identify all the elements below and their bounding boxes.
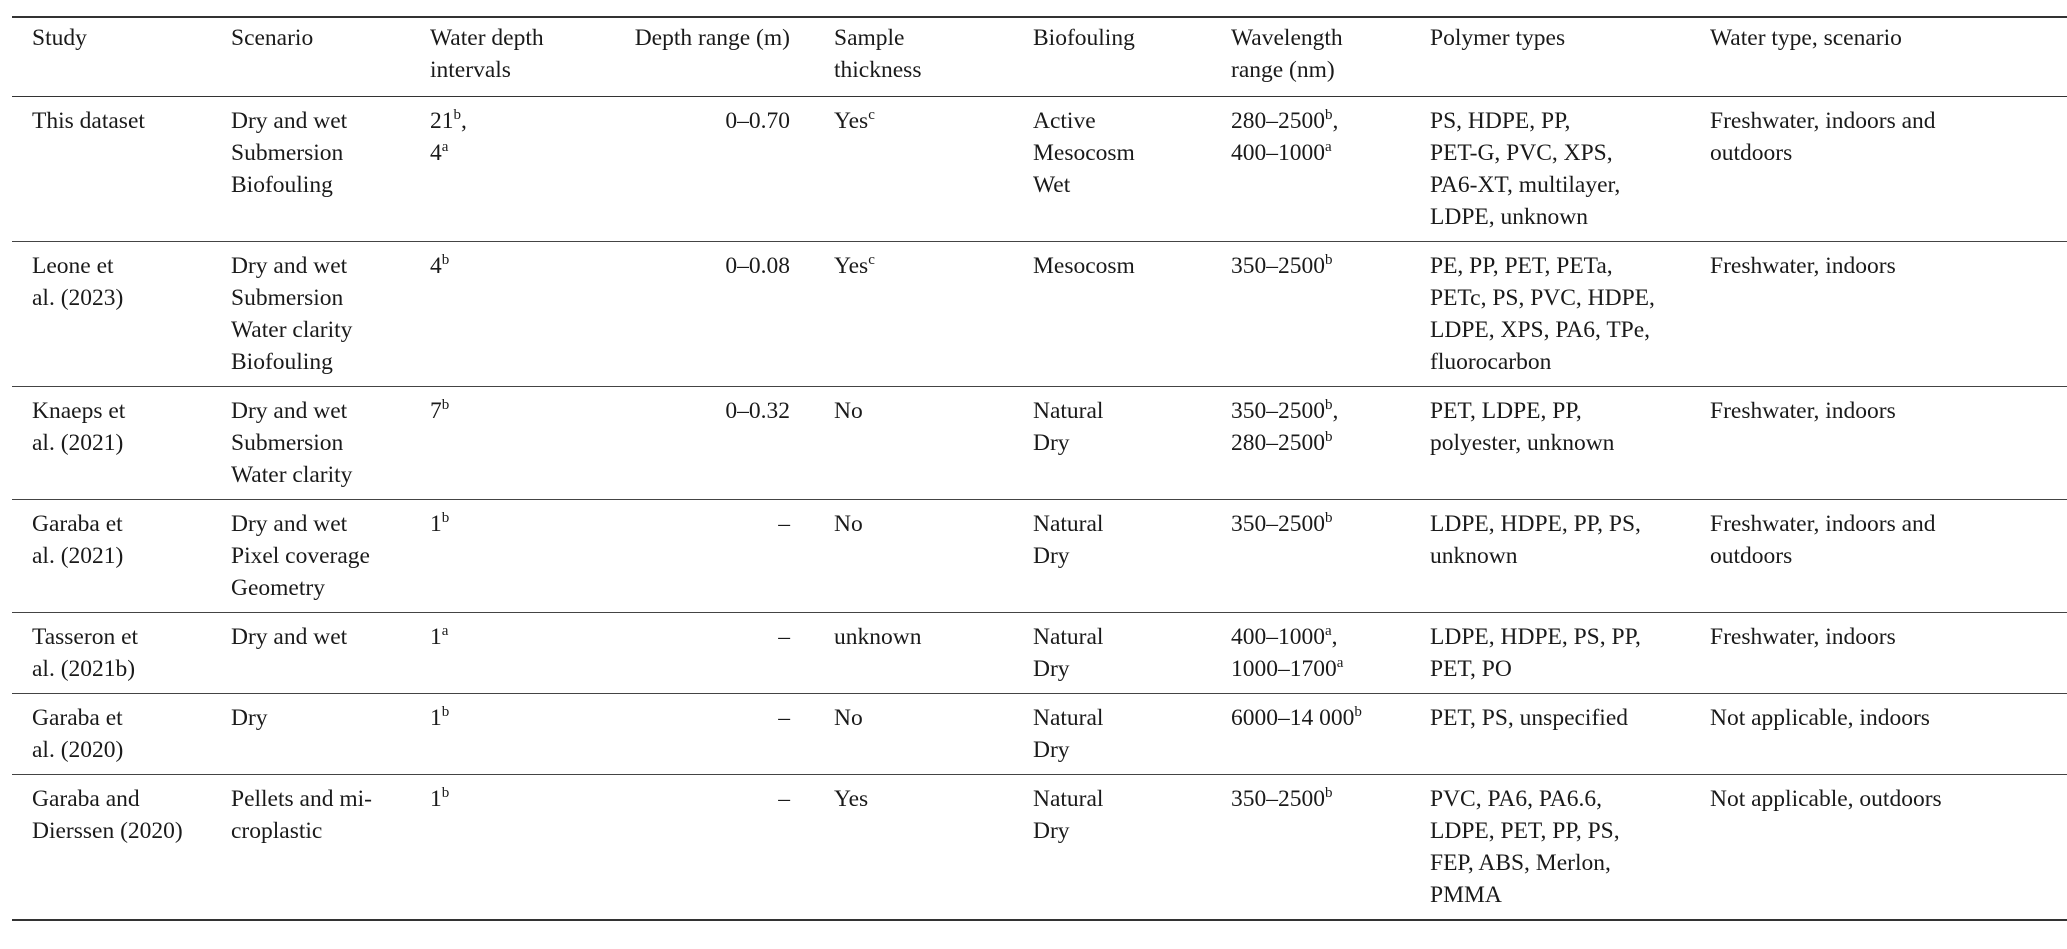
cell-polymer-types [1410,694,1690,775]
header-wavelength-range: Wavelength range (nm) [1231,25,1343,83]
cell-line: PS, HDPE, PP, [1430,108,1571,134]
cell-separator: , [461,108,467,134]
cell-line: Geometry [231,575,325,601]
cell-line: outdoors [1710,543,1793,569]
cell-scenario [211,387,410,500]
cell-value: 4 [430,253,442,279]
cell-line: Leone et [32,253,114,279]
dataset-comparison-table-container [12,16,2067,921]
footnote-marker: a [1325,623,1332,639]
cell-line: Submersion [231,285,344,311]
cell-scenario [211,97,410,242]
table-row [12,775,2067,921]
table-row [12,694,2067,775]
footnote-marker: b [453,107,461,123]
cell-biofouling [1013,775,1211,921]
cell-line [1231,427,1396,459]
cell-line: croplastic [231,818,323,844]
cell-scenario [211,775,410,921]
header-biofouling: Biofouling [1033,25,1135,51]
cell-polymer-types [1410,387,1690,500]
cell-value: 1 [430,624,442,650]
footnote-marker: b [1325,510,1333,526]
footnote-marker: a [441,623,449,639]
cell-line [430,783,595,815]
cell-line: Natural [1033,786,1104,812]
footnote-marker: b [1325,252,1333,268]
cell-line: outdoors [1710,140,1793,166]
cell-value: 4 [430,140,442,166]
cell-biofouling [1013,613,1211,694]
footnote-marker: c [868,107,875,123]
cell-line: This dataset [32,108,145,134]
header-polymer-types: Polymer types [1430,25,1566,51]
cell-line: al. (2021) [32,430,124,456]
cell-line: PETc, PS, PVC, HDPE, [1430,285,1655,311]
header-row [12,17,2067,97]
cell-value: No [834,398,863,424]
cell-line: Pellets and mi- [231,786,372,812]
cell-sample-thickness [814,613,1013,694]
cell-line: PET, PS, unspecified [1430,705,1628,731]
cell-biofouling [1013,242,1211,387]
cell-biofouling [1013,387,1211,500]
cell-depth-range: – [778,511,790,537]
cell-line: Biofouling [231,349,333,375]
cell-wavelength-range [1211,500,1410,613]
cell-line: Garaba et [32,511,123,537]
cell-line: Dierssen (2020) [32,818,183,844]
cell-line: PET-G, PVC, XPS, [1430,140,1613,166]
cell-separator: , [1331,624,1338,650]
cell-line: al. (2021) [32,543,124,569]
cell-scenario [211,694,410,775]
cell-line [430,395,595,427]
footnote-marker: b [441,510,450,526]
table-row [12,613,2067,694]
cell-line: Mesocosm [1033,253,1135,279]
cell-line [430,508,595,540]
cell-line [430,702,595,734]
cell-depth-range: – [778,786,790,812]
cell-water-type-scenario [1690,775,2067,921]
cell-value: No [834,705,863,731]
cell-water-depth-intervals [410,613,609,694]
cell-value: 21 [430,108,454,134]
cell-value: unknown [834,624,922,650]
cell-line: LDPE, XPS, PA6, TPe, [1430,317,1651,343]
cell-value: 7 [430,398,442,424]
cell-water-type-scenario [1690,242,2067,387]
cell-line: Tasseron et [32,624,139,650]
cell-line: al. (2020) [32,737,124,763]
cell-line: Dry and wet [231,398,348,424]
table-body [12,97,2067,921]
dataset-comparison-table [12,16,2067,921]
cell-water-depth-intervals [410,387,609,500]
cell-line: Dry [1033,543,1070,569]
cell-water-depth-intervals [410,97,609,242]
cell-value: 350–2500 [1231,786,1325,812]
cell-line: Natural [1033,511,1104,537]
footnote-marker: c [868,252,875,268]
table-header [12,17,2067,97]
cell-line: Submersion [231,140,344,166]
cell-study [12,97,211,242]
header-study: Study [32,25,87,51]
footnote-marker: b [1325,397,1333,413]
cell-line: Freshwater, indoors [1710,253,1896,279]
cell-depth-range: – [778,705,790,731]
cell-biofouling [1013,97,1211,242]
footnote-marker: a [441,139,449,155]
cell-biofouling [1013,500,1211,613]
cell-study [12,775,211,921]
cell-line: Freshwater, indoors [1710,398,1896,424]
footnote-marker: b [441,252,450,268]
cell-separator: , [1332,108,1339,134]
cell-study [12,387,211,500]
cell-sample-thickness [814,775,1013,921]
cell-line: Active [1033,108,1096,134]
cell-line: Biofouling [231,172,333,198]
cell-separator: , [1332,398,1339,424]
cell-line [1231,702,1396,734]
cell-line: Dry [1033,656,1070,682]
cell-wavelength-range [1211,242,1410,387]
cell-line [430,250,595,282]
footnote-marker: b [441,704,450,720]
cell-line: Wet [1033,172,1071,198]
cell-line [430,137,595,169]
cell-line: Dry and wet [231,511,348,537]
cell-line: Not applicable, indoors [1710,705,1930,731]
cell-water-type-scenario [1690,694,2067,775]
cell-value: 1000–1700 [1231,656,1337,682]
footnote-marker: b [1325,429,1333,445]
cell-line: al. (2021b) [32,656,136,682]
cell-water-type-scenario [1690,500,2067,613]
cell-line: PMMA [1430,882,1502,908]
cell-value: 1 [430,786,442,812]
cell-scenario [211,613,410,694]
footnote-marker: a [1325,139,1332,155]
cell-depth-range: 0–0.70 [725,108,790,134]
cell-line: PVC, PA6, PA6.6, [1430,786,1602,812]
header-depth-range: Depth range (m) [634,25,790,51]
footnote-marker: b [1325,107,1333,123]
cell-value: Yes [834,108,869,134]
cell-value: No [834,511,863,537]
cell-water-type-scenario [1690,613,2067,694]
cell-value: Yes [834,253,869,279]
cell-water-depth-intervals [410,775,609,921]
cell-line [1231,105,1396,137]
cell-line [1231,395,1396,427]
cell-scenario [211,242,410,387]
cell-biofouling [1013,694,1211,775]
cell-line: fluorocarbon [1430,349,1552,375]
footnote-marker: b [1325,785,1333,801]
cell-line: Dry [231,705,268,731]
cell-sample-thickness [814,97,1013,242]
cell-line: Water clarity [231,317,353,343]
cell-sample-thickness [814,242,1013,387]
cell-value: 350–2500 [1231,253,1325,279]
cell-water-type-scenario [1690,387,2067,500]
cell-line: Dry and wet [231,253,348,279]
cell-line: PET, PO [1430,656,1512,682]
cell-wavelength-range [1211,613,1410,694]
footnote-marker: b [1354,704,1362,720]
header-sample-thickness: Sample thickness [834,25,922,83]
cell-study [12,613,211,694]
cell-wavelength-range [1211,775,1410,921]
header-water-depth-intervals: Water depth intervals [430,25,544,83]
table-row [12,97,2067,242]
footnote-marker: b [441,397,450,413]
cell-line: Natural [1033,705,1104,731]
cell-line [1231,653,1396,685]
cell-line: Water clarity [231,462,353,488]
cell-wavelength-range [1211,694,1410,775]
cell-line: Pixel coverage [231,543,370,569]
cell-polymer-types [1410,500,1690,613]
cell-value: 1 [430,705,442,731]
cell-depth-range: – [778,624,790,650]
cell-line [1231,508,1396,540]
cell-polymer-types [1410,613,1690,694]
cell-line: polyester, unknown [1430,430,1615,456]
cell-line: Dry [1033,737,1070,763]
cell-line [430,621,595,653]
cell-line: al. (2023) [32,285,124,311]
table-row [12,387,2067,500]
cell-water-depth-intervals [410,242,609,387]
cell-line: PA6-XT, multilayer, [1430,172,1621,198]
cell-value: 400–1000 [1231,624,1325,650]
cell-polymer-types [1410,242,1690,387]
cell-scenario [211,500,410,613]
cell-value: 1 [430,511,442,537]
cell-sample-thickness [814,387,1013,500]
cell-value: 350–2500 [1231,511,1325,537]
cell-water-depth-intervals [410,694,609,775]
cell-value: 350–2500 [1231,398,1325,424]
cell-line: LDPE, PET, PP, PS, [1430,818,1620,844]
table-row [12,242,2067,387]
cell-line: Freshwater, indoors and [1710,108,1936,134]
footnote-marker: a [1336,655,1344,671]
cell-sample-thickness [814,500,1013,613]
header-water-type-scenario: Water type, scenario [1710,25,1902,51]
cell-line: PET, LDPE, PP, [1430,398,1582,424]
cell-line [1231,783,1396,815]
cell-line [1231,137,1396,169]
header-scenario: Scenario [231,25,314,51]
cell-line: Garaba and [32,786,140,812]
cell-line: LDPE, HDPE, PP, PS, [1430,511,1641,537]
cell-line: Natural [1033,624,1104,650]
cell-study [12,694,211,775]
cell-study [12,242,211,387]
cell-line [1231,250,1396,282]
cell-depth-range: 0–0.32 [725,398,790,424]
cell-value: Yes [834,786,869,812]
cell-line: Dry and wet [231,108,348,134]
cell-line: Not applicable, outdoors [1710,786,1942,812]
cell-line: Dry [1033,818,1070,844]
cell-line: unknown [1430,543,1518,569]
cell-value: 400–1000 [1231,140,1325,166]
cell-depth-range: 0–0.08 [725,253,790,279]
cell-wavelength-range [1211,387,1410,500]
cell-line: Dry [1033,430,1070,456]
cell-line: Freshwater, indoors and [1710,511,1936,537]
footnote-marker: b [441,785,450,801]
cell-line: Garaba et [32,705,123,731]
cell-line: Submersion [231,430,344,456]
cell-line [1231,621,1396,653]
cell-study [12,500,211,613]
cell-line: LDPE, HDPE, PS, PP, [1430,624,1641,650]
cell-line: Freshwater, indoors [1710,624,1896,650]
cell-sample-thickness [814,694,1013,775]
cell-polymer-types [1410,775,1690,921]
cell-value: 6000–14 000 [1231,705,1355,731]
cell-line: LDPE, unknown [1430,204,1588,230]
cell-water-depth-intervals [410,500,609,613]
cell-line: FEP, ABS, Merlon, [1430,850,1611,876]
table-row [12,500,2067,613]
cell-line: Mesocosm [1033,140,1135,166]
cell-line: Natural [1033,398,1104,424]
cell-polymer-types [1410,97,1690,242]
cell-value: 280–2500 [1231,430,1325,456]
cell-line: Dry and wet [231,624,348,650]
cell-water-type-scenario [1690,97,2067,242]
cell-value: 280–2500 [1231,108,1325,134]
cell-line: PE, PP, PET, PETa, [1430,253,1613,279]
cell-line [430,105,595,137]
cell-wavelength-range [1211,97,1410,242]
cell-line: Knaeps et [32,398,126,424]
